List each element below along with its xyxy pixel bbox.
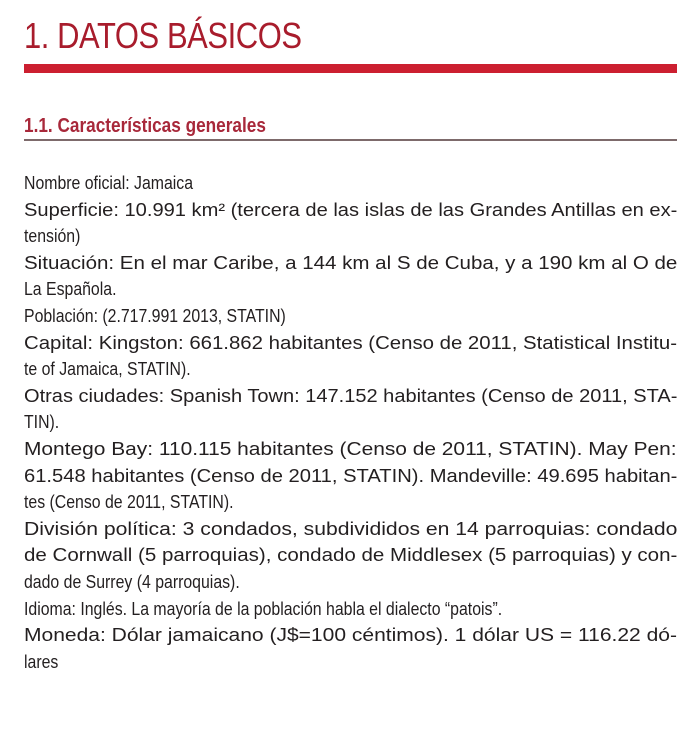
page-title: 1. DATOS BÁSICOS [24,15,302,56]
text-line: dado de Surrey (4 parroquias). [24,571,240,592]
text-line: Nombre oficial: Jamaica [24,173,194,193]
title-underline-bar [24,64,677,73]
text-line: te of Jamaica, STATIN). [24,359,191,380]
text-line: TIN). [24,412,60,433]
text-line: de Cornwall (5 parroquias), condado de Middlesex (5 parroquias) y con- [24,545,678,566]
subtitle-rule [24,139,677,141]
text-line: Capital: Kingston: 661.862 habitantes (Censo de 2011, Statistical Institu- [24,332,678,353]
text-line: Idioma: Inglés. La mayoría de la población habla el dialecto “patois”. [24,598,503,619]
text-line: tensión) [24,226,81,247]
text-line: La Española. [24,279,117,300]
text-line: Situación: En el mar Caribe, a 144 km al S de Cuba, y a 190 km al O de [24,252,678,273]
section-subtitle: 1.1. Características generales [24,115,266,137]
text-line: División política: 3 condados, subdivididos en 14 parroquias: condado [24,518,678,539]
text-line: Población: (2.717.991 2013, STATIN) [24,305,286,326]
text-line: Superficie: 10.991 km² (tercera de las islas de las Grandes Antillas en ex- [24,199,678,220]
text-line: Moneda: Dólar jamaicano (J$=100 céntimos). 1 dólar US = 116.22 dó- [24,625,677,646]
text-line: tes (Censo de 2011, STATIN). [24,492,234,513]
text-line: Montego Bay: 110.115 habitantes (Censo de 2011, STATIN). May Pen: [24,438,677,459]
text-line: Otras ciudades: Spanish Town: 147.152 habitantes (Censo de 2011, STA- [24,385,678,406]
text-line: lares [24,651,59,672]
text-line: 61.548 habitantes (Censo de 2011, STATIN). Mandeville: 49.695 habitan- [24,465,678,486]
body-text [24,170,677,675]
